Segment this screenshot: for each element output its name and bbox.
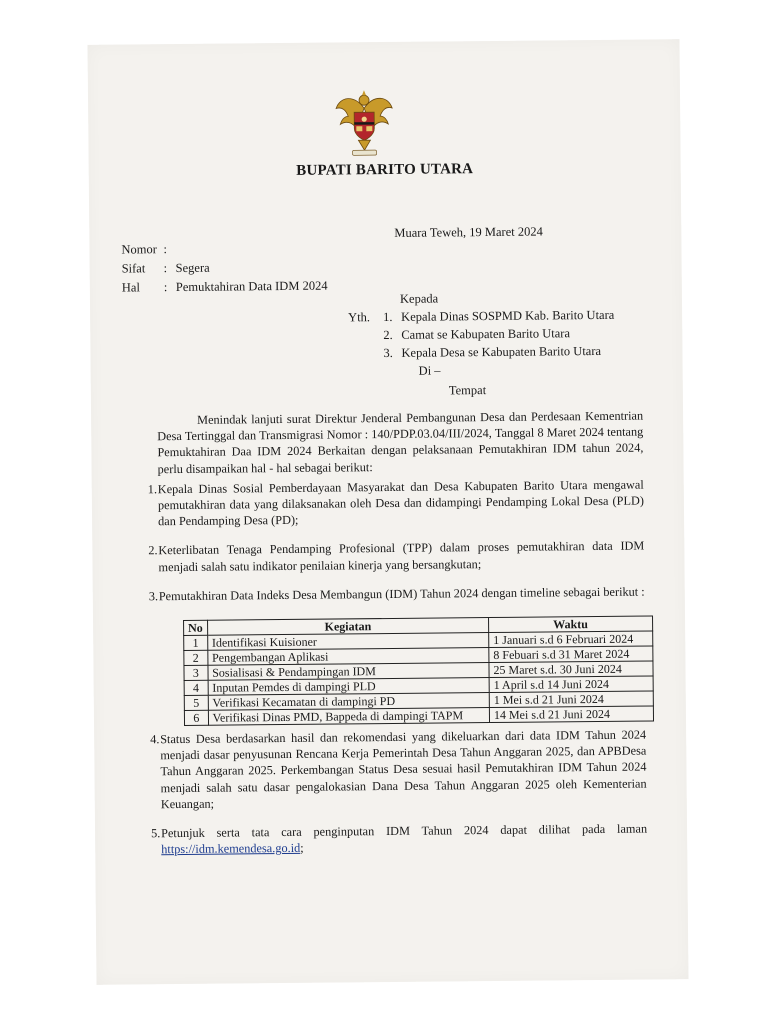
meta-label: Sifat	[121, 261, 146, 276]
intro-paragraph: Menindak lanjuti surat Direktur Jenderal Pembangunan Desa dan Perdesaan Kementrian Desa Tertinggal dan Transmigrasi Nomor : 140/PDP.03.04/III/2024, Tanggal 8 Maret 2024 tentang Pemuktahiran Daa IDM 2024 Berkaitan dengan pelaksanaan Pemutakhiran IDM tahun 2024, perlu disampaikan hal - hal sebagai berikut:	[157, 408, 644, 476]
table-row: 3 Sosialisasi & Pendampingan IDM 25 Maret s.d. 30 Juni 2024	[184, 661, 653, 681]
list-item: 4. Status Desa berdasarkan hasil dan rekomendasi yang dikeluarkan dari data IDM Tahun 2024 menjadi dasar penyusunan Rencana Kerja Pemerintah Desa Tahun Anggaran 2025, dan APBDesa Tahun Anggaran 2025. Perkembangan Status Desa sesuai hasil Pemutakhiran IDM Tahun 2024 menjadi salah satu dasar pengalokasian Dana Desa Tahun Anggaran 2025 oleh Kementerian Keuangan;	[150, 727, 647, 812]
list-item: 2. Keterlibatan Tenaga Pendamping Profesional (TPP) dalam proses pemutakhiran data IDM menjadi salah satu indikator penilaian kinerja yang bersangkutan;	[148, 538, 645, 574]
table-row: 5 Verifikasi Kecamatan di dampingi PD 1 Mei s.d 21 Juni 2024	[184, 691, 653, 711]
list-item: 1. Kepala Dinas Sosial Pemberdayaan Masyarakat dan Desa Kabupaten Barito Utara mengawal pemutakhiran data yang dilaksanakan oleh Desa dan didampingi Pendamping Lokal Desa (PLD) dan Pendamping Desa (PD);	[147, 477, 644, 529]
list-item: 3. Pemutakhiran Data Indeks Desa Membangun (IDM) Tahun 2024 dengan timeline sebagai berikut :	[148, 584, 645, 604]
meta-label: Hal	[121, 280, 140, 295]
recipient-yth: Yth.	[348, 310, 371, 325]
col-header-waktu: Waktu	[489, 616, 653, 633]
recipient-item: 2. Camat se Kabupaten Barito Utara	[383, 326, 571, 343]
date-line: Muara Teweh, 19 Maret 2024	[394, 224, 543, 240]
meta-nomor: Nomor :	[121, 239, 327, 260]
list-item: 5. Petunjuk serta tata cara penginputan IDM Tahun 2024 dapat dilihat pada laman https://idm.kemendesa.go.id;	[151, 821, 648, 857]
col-header-kegiatan: Kegiatan	[207, 618, 488, 636]
recipient-tempat: Tempat	[448, 383, 487, 398]
recipient-item: Yth. 1. Kepala Dinas SOSPMD Kab. Barito Utara	[348, 307, 615, 325]
recipient-item: 3. Kepala Desa se Kabupaten Barito Utara	[383, 343, 602, 361]
col-header-no: No	[184, 620, 208, 635]
table-row: 6 Verifikasi Dinas PMD, Bappeda di dampingi TAPM 14 Mei s.d 21 Juni 2024	[184, 706, 653, 726]
meta-value: Pemuktahiran Data IDM 2024	[175, 278, 328, 295]
meta-hal: Hal : Pemuktahiran Data IDM 2024	[122, 277, 328, 298]
table-row: 4 Inputan Pemdes di dampingi PLD 1 April s.d 14 Juni 2024	[184, 676, 653, 696]
letter-meta	[121, 239, 327, 298]
recipient-block	[348, 288, 615, 401]
idm-link[interactable]: https://idm.kemendesa.go.id	[161, 841, 301, 857]
meta-sifat: Sifat : Segera	[122, 258, 328, 279]
meta-label: Nomor	[121, 242, 157, 257]
recipient-di: Di –	[418, 363, 441, 378]
table-row: 1 Identifikasi Kuisioner 1 Januari s.d 6 Februari 2024	[184, 631, 653, 651]
table-row: 2 Pengembangan Aplikasi 8 Febuari s.d 31 Maret 2024	[184, 646, 653, 666]
letter-title: BUPATI BARITO UTARA	[296, 161, 474, 179]
letter-page	[88, 39, 689, 985]
timeline-table	[183, 615, 654, 726]
recipient-kepada: Kepada	[399, 291, 439, 306]
meta-value: Segera	[175, 260, 210, 276]
garuda-emblem-icon	[332, 86, 397, 161]
